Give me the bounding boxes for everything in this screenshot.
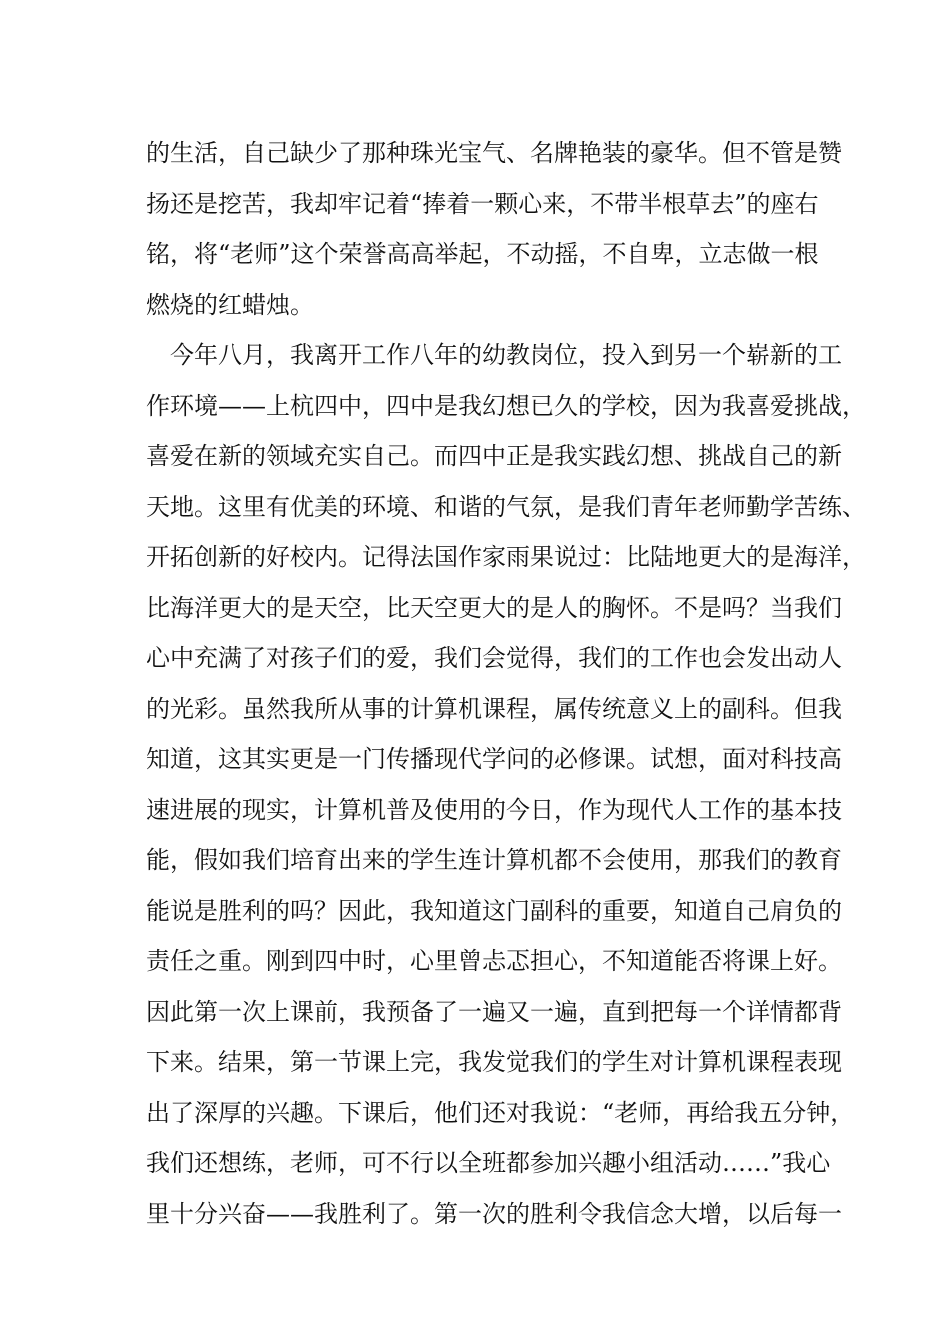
text-line: 的生活，自己缺少了那种珠光宝气、名牌艳装的豪华。但不管是赞 [146,139,842,167]
text-line: 作环境——上杭四中，四中是我幻想已久的学校，因为我喜爱挑战， [146,391,866,420]
text-line: 我们还想练，老师，可不行以全班都参加兴趣小组活动……”我心 [146,1149,831,1177]
text-line: 里十分兴奋——我胜利了。第一次的胜利令我信念大增，以后每一 [146,1199,842,1228]
text-line: 铭，将“老师”这个荣誉高高举起，不动摇，不自卑，立志做一根 [146,240,819,268]
text-line: 知道，这其实更是一门传播现代学问的必修课。试想，面对科技高 [146,745,842,773]
text-line: 喜爱在新的领域充实自己。而四中正是我实践幻想、挑战自己的新 [146,442,842,470]
text-line: 燃烧的红蜡烛。 [146,290,314,319]
text-line: 扬还是挖苦，我却牢记着“捧着一颗心来，不带半根草去”的座右 [146,189,819,218]
text-line: 能说是胜利的吗？因此，我知道这门副科的重要，知道自己肩负的 [146,896,842,925]
text-line: 心中充满了对孩子们的爱，我们会觉得，我们的工作也会发出动人 [146,644,842,672]
text-line: 出了深厚的兴趣。下课后，他们还对我说：“老师，再给我五分钟， [146,1098,855,1127]
document-body [146,128,866,1239]
paragraph [146,330,866,1239]
text-line: 今年八月，我离开工作八年的幼教岗位，投入到另一个崭新的工 [170,341,842,369]
text-line: 天地。这里有优美的环境、和谐的气氛，是我们青年老师勤学苦练、 [146,492,866,521]
text-line: 责任之重。刚到四中时，心里曾忐忑担心，不知道能否将课上好。 [146,947,842,975]
text-line: 的光彩。虽然我所从事的计算机课程，属传统意义上的副科。但我 [146,694,842,723]
text-line: 能，假如我们培育出来的学生连计算机都不会使用，那我们的教育 [146,846,842,874]
text-line: 比海洋更大的是天空，比天空更大的是人的胸怀。不是吗？当我们 [146,593,842,622]
paragraph [146,128,842,330]
text-line: 速进展的现实，计算机普及使用的今日，作为现代人工作的基本技 [146,795,842,824]
text-line: 下来。结果，第一节课上完，我发觉我们的学生对计算机课程表现 [146,1048,842,1076]
text-line: 开拓创新的好校内。记得法国作家雨果说过：比陆地更大的是海洋， [146,543,866,571]
text-line: 因此第一次上课前，我预备了一遍又一遍，直到把每一个详情都背 [146,997,842,1026]
